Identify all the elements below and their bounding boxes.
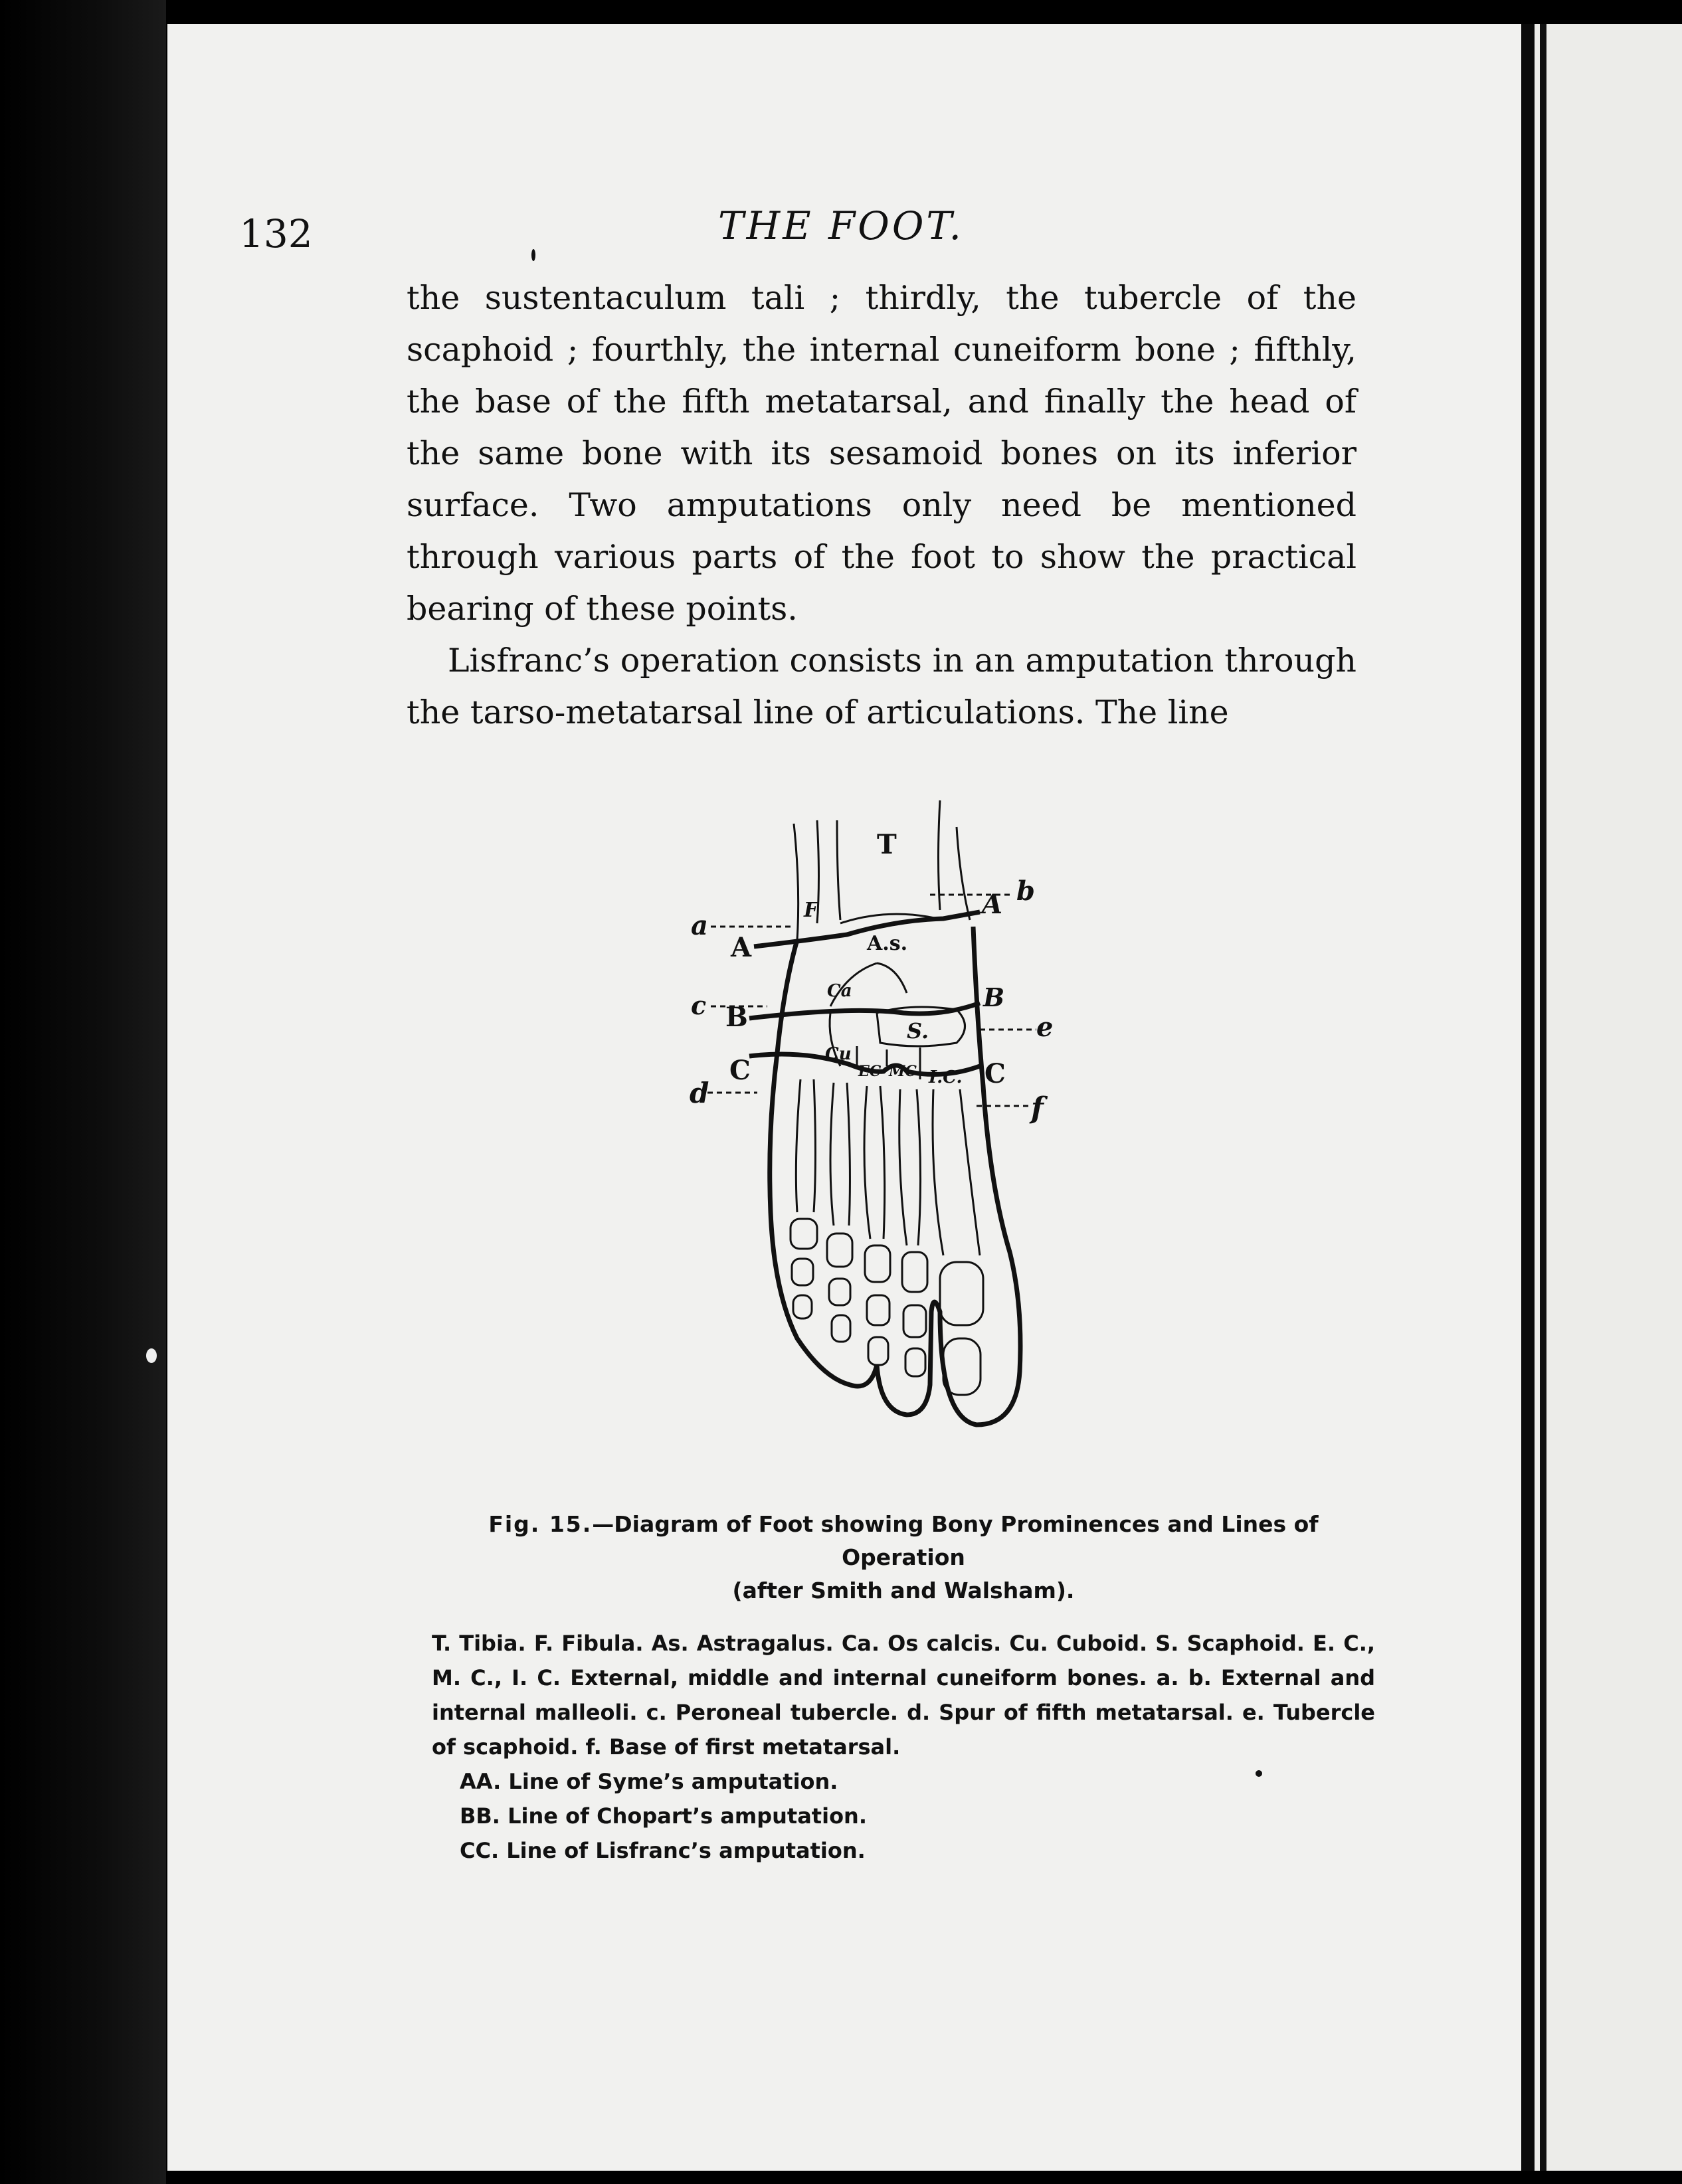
page-number: 132 xyxy=(239,211,313,256)
figure-label: Fig. 15. xyxy=(488,1511,593,1537)
caption-title xyxy=(432,1508,1375,1574)
phalanx-outline xyxy=(827,1233,852,1267)
page-gutter xyxy=(1521,24,1535,2171)
phalanx-outline xyxy=(867,1295,889,1325)
legend-line-bb: BB. Line of Chopart’s amputation. xyxy=(460,1803,867,1829)
caption-legend: T. Tibia. F. Fibula. As. Astragalus. Ca. Os calcis. Cu. Cuboid. S. Scaphoid. E. C., M. C., I. C. External, middle and internal cuneiform bones. a. b. External and internal malleoli. c. Peroneal tubercle. d. Spur of fifth metatarsal. e. Tubercle of scaphoid. f. Base of first metatarsal. xyxy=(432,1631,1375,1760)
phalanx-outline xyxy=(792,1259,813,1285)
label-astragalus: A.s. xyxy=(867,932,908,955)
fibula-outline xyxy=(794,824,798,940)
metatarsal-outline xyxy=(917,1089,921,1245)
metatarsal-outline xyxy=(796,1079,800,1212)
ink-speck xyxy=(531,249,535,261)
paragraph: Lisfranc’s operation consists in an amputation through the tarso-metatarsal line of articulations. The line xyxy=(407,642,1356,731)
label-e: e xyxy=(1036,1012,1054,1043)
metatarsal-outline xyxy=(899,1089,907,1245)
ink-speck xyxy=(1256,1770,1262,1777)
phalanx-outline xyxy=(865,1245,890,1282)
label-tibia: T xyxy=(877,829,897,860)
caption-subtitle: (after Smith and Walsham). xyxy=(732,1578,1075,1603)
legend-line-aa: AA. Line of Syme’s amputation. xyxy=(460,1769,838,1794)
phalanx-outline xyxy=(791,1219,817,1249)
label-os-calcis: Ca xyxy=(827,981,852,1001)
label-internal-cuneiform: I.C. xyxy=(929,1067,963,1087)
label-chopart-right: B xyxy=(983,982,1005,1012)
label-syme-right: A xyxy=(982,889,1003,920)
tibia-outline xyxy=(837,820,840,920)
figure-caption xyxy=(432,1508,1375,1868)
label-scaphoid: S. xyxy=(907,1018,929,1044)
metatarsal-outline xyxy=(847,1083,850,1226)
page-mark xyxy=(146,1348,157,1363)
phalanx-outline xyxy=(902,1252,927,1292)
phalanx-outline xyxy=(832,1315,850,1342)
metatarsal-outline xyxy=(830,1083,834,1226)
foot-diagram-svg xyxy=(678,787,1109,1491)
caption-title-text: —Diagram of Foot showing Bony Prominences and Lines of Operation xyxy=(592,1511,1319,1570)
label-fibula: F xyxy=(804,899,818,922)
label-d: d xyxy=(690,1077,709,1109)
metatarsal-outline xyxy=(960,1089,980,1255)
label-cuboid: Cu xyxy=(825,1044,852,1064)
foot-diagram xyxy=(678,787,1109,1491)
book-spine-shadow xyxy=(0,0,166,2184)
phalanx-outline xyxy=(940,1262,983,1325)
phalanx-outline xyxy=(868,1337,888,1365)
phalanx-outline xyxy=(829,1279,850,1305)
tibia-outline xyxy=(957,827,970,920)
label-chopart-left: B xyxy=(725,1002,748,1033)
legend-line-cc: CC. Line of Lisfranc’s amputation. xyxy=(460,1838,866,1863)
label-external-cuneiform: EC xyxy=(858,1063,882,1080)
os-calcis-outline xyxy=(877,963,907,993)
facing-page-edge xyxy=(1535,24,1682,2171)
metatarsal-outline xyxy=(814,1079,816,1212)
label-b: b xyxy=(1016,875,1035,907)
metatarsal-outline xyxy=(933,1089,943,1255)
label-middle-cuneiform: MC xyxy=(889,1063,917,1080)
metatarsal-outline xyxy=(864,1086,870,1239)
label-c: c xyxy=(691,990,707,1020)
paragraph: the sustentaculum tali ; thirdly, the tubercle of the scaphoid ; fourthly, the internal cuneiform bone ; fifthly, the base of the fifth metatarsal, and finally the head of the same bone with its sesamoid bones on its inferior surface. Two amputations only need be mentioned through various parts of the foot to show the practical bearing of these points. xyxy=(407,279,1356,628)
phalanx-outline xyxy=(903,1305,926,1337)
label-lisfranc-right: C xyxy=(984,1058,1006,1089)
phalanx-outline xyxy=(793,1295,812,1319)
phalanx-outline xyxy=(905,1348,925,1376)
tibia-outline xyxy=(939,800,941,910)
metatarsal-outline xyxy=(880,1086,885,1239)
running-head: THE FOOT. xyxy=(718,203,964,248)
label-syme-left: A xyxy=(731,932,752,963)
label-a: a xyxy=(691,910,708,941)
label-lisfranc-left: C xyxy=(729,1055,751,1086)
body-text xyxy=(407,272,1356,739)
label-f: f xyxy=(1031,1091,1044,1125)
